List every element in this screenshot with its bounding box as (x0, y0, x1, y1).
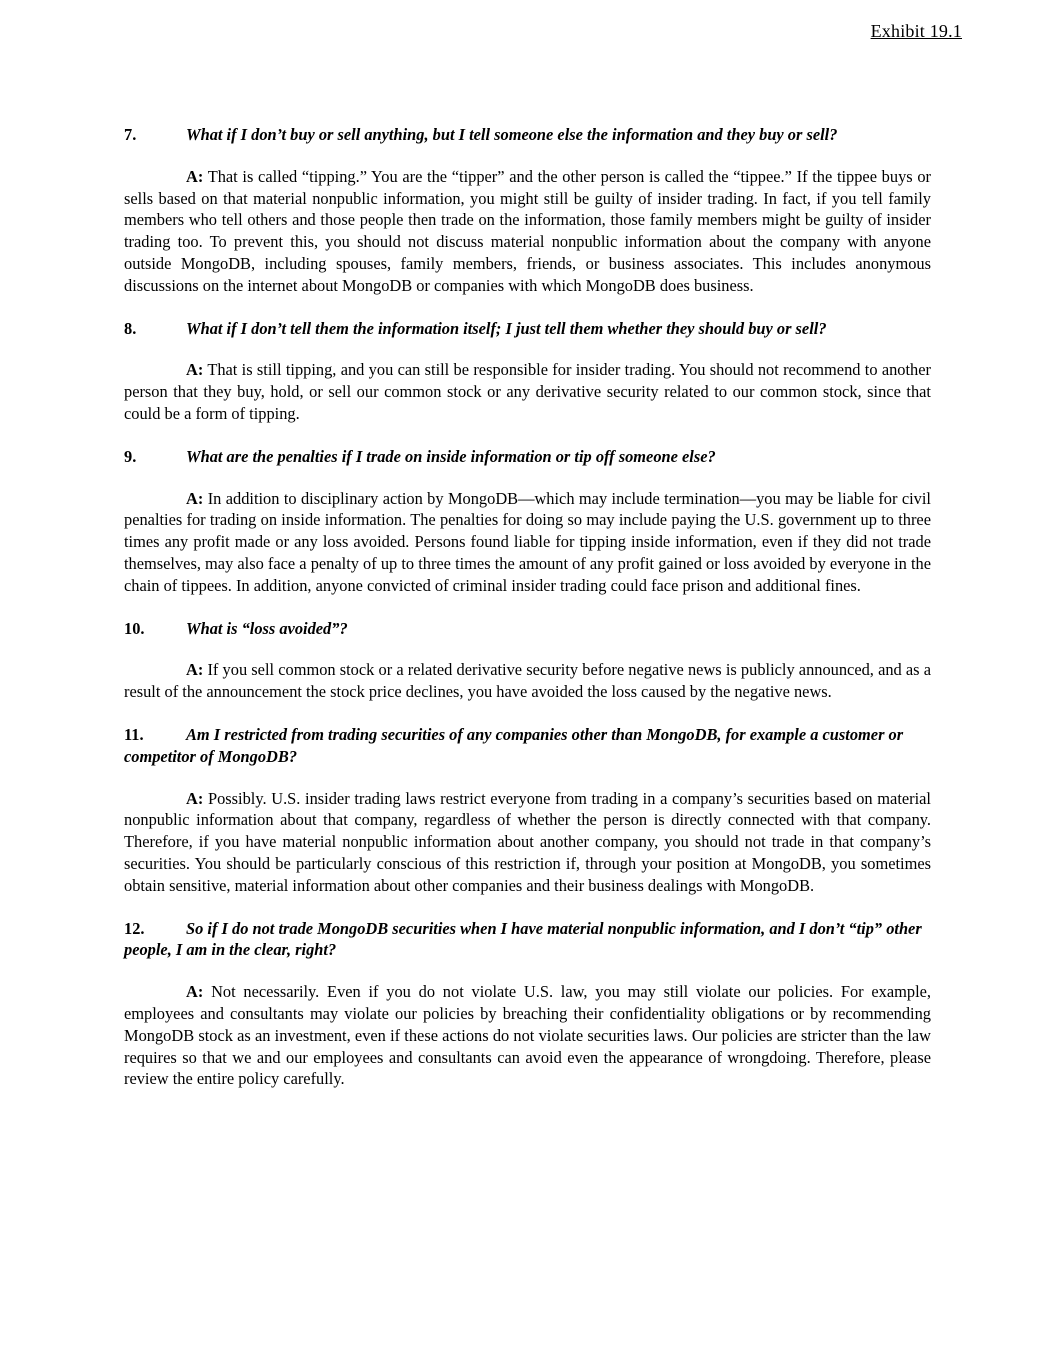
question-number: 7. (124, 125, 137, 144)
answer-text: That is called “tipping.” You are the “tipper” and the other person is called the “tippee.” If the tippee buys or sells based on that material nonpublic information, you might still be guilty of insider trading. In fact, if you tell family members who tell others and those people then trade on the information, those family members might be guilty of insider trading too. To prevent this, you should not discuss material nonpublic information about the company with anyone outside MongoDB, including spouses, family members, friends, or business associates. This includes anonymous discussions on the internet about MongoDB or companies with which MongoDB does business. (124, 166, 931, 295)
answer (124, 166, 931, 297)
answer (124, 359, 931, 424)
exhibit-label: Exhibit 19.1 (870, 21, 962, 41)
qa-item-12 (124, 918, 931, 1091)
question-text: So if I do not trade MongoDB securities when I have material nonpublic information, and I don’t “tip” other people, I am in the clear, right? (124, 918, 922, 960)
question-number: 10. (124, 618, 145, 638)
answer-label: A: (186, 360, 204, 380)
qa-item-9 (124, 446, 931, 597)
answer (124, 981, 931, 1090)
answer-label: A: (186, 982, 204, 1002)
question-number: 12. (124, 918, 145, 938)
answer-label: A: (186, 660, 204, 680)
question-text: What if I don’t buy or sell anything, but I tell someone else the information and they buy or sell? (186, 125, 838, 144)
question-text: What are the penalties if I trade on inside information or tip off someone else? (186, 446, 716, 466)
question (124, 318, 931, 340)
question-text: Am I restricted from trading securities of any companies other than MongoDB, for example a customer or competitor of MongoDB? (124, 724, 904, 766)
question-text: What is “loss avoided”? (186, 618, 348, 638)
qa-item-7 (124, 124, 931, 297)
answer-text: Possibly. U.S. insider trading laws restrict everyone from trading in a company’s securities based on material nonpublic information about that company, regardless of whether the person is directly connected with that company. Therefore, if you have material nonpublic information about another company, you should not trade in that company’s securities. You should be particularly conscious of this restriction if, through your position at MongoDB, you sometimes obtain sensitive, material information about other companies and their business dealings with MongoDB. (124, 788, 931, 895)
qa-item-11 (124, 724, 931, 897)
answer-label: A: (186, 488, 204, 508)
answer-text: In addition to disciplinary action by MongoDB—which may include termination—you may be liable for civil penalties for trading on inside information. The penalties for doing so may include paying the U.S. government up to three times any profit made or any loss avoided. Persons found liable for tipping inside information, even if they did not trade themselves, may also face a penalty of up to three times the amount of any profit gained or loss avoided by everyone in the chain of tippees. In addition, anyone convicted of criminal insider trading could face prison and additional fines. (124, 488, 931, 595)
document-body (124, 124, 931, 1111)
question-number: 9. (124, 446, 137, 466)
question (124, 446, 931, 468)
answer-text: If you sell common stock or a related derivative security before negative news is publicly announced, and as a result of the announcement the stock price declines, you have avoided the loss caused by the negative news. (124, 660, 931, 702)
question (124, 618, 931, 640)
answer-text: Not necessarily. Even if you do not violate U.S. law, you may still violate our policies. For example, employees and consultants may violate our policies by breaching their confidentiality obligations or by recommending MongoDB stock as an investment, even if these actions do not violate securities laws. Our policies are stricter than the law requires so that we and our employees and consultants can avoid even the appearance of wrongdoing. Therefore, please review the entire policy carefully. (124, 982, 931, 1089)
qa-item-10 (124, 618, 931, 703)
answer-label: A: (186, 166, 204, 186)
question-number: 11. (124, 724, 144, 744)
answer (124, 659, 931, 703)
answer (124, 488, 931, 597)
question (124, 724, 931, 768)
qa-item-8 (124, 318, 931, 425)
question-text: What if I don’t tell them the information itself; I just tell them whether they should buy or sell? (186, 318, 827, 338)
answer-label: A: (186, 788, 204, 808)
question-number: 8. (124, 318, 137, 338)
question (124, 918, 931, 962)
question (124, 124, 931, 146)
answer (124, 788, 931, 897)
answer-text: That is still tipping, and you can still be responsible for insider trading. You should not recommend to another person that they buy, hold, or sell our common stock or any derivative security related to our common stock, since that could be a form of tipping. (124, 360, 931, 423)
